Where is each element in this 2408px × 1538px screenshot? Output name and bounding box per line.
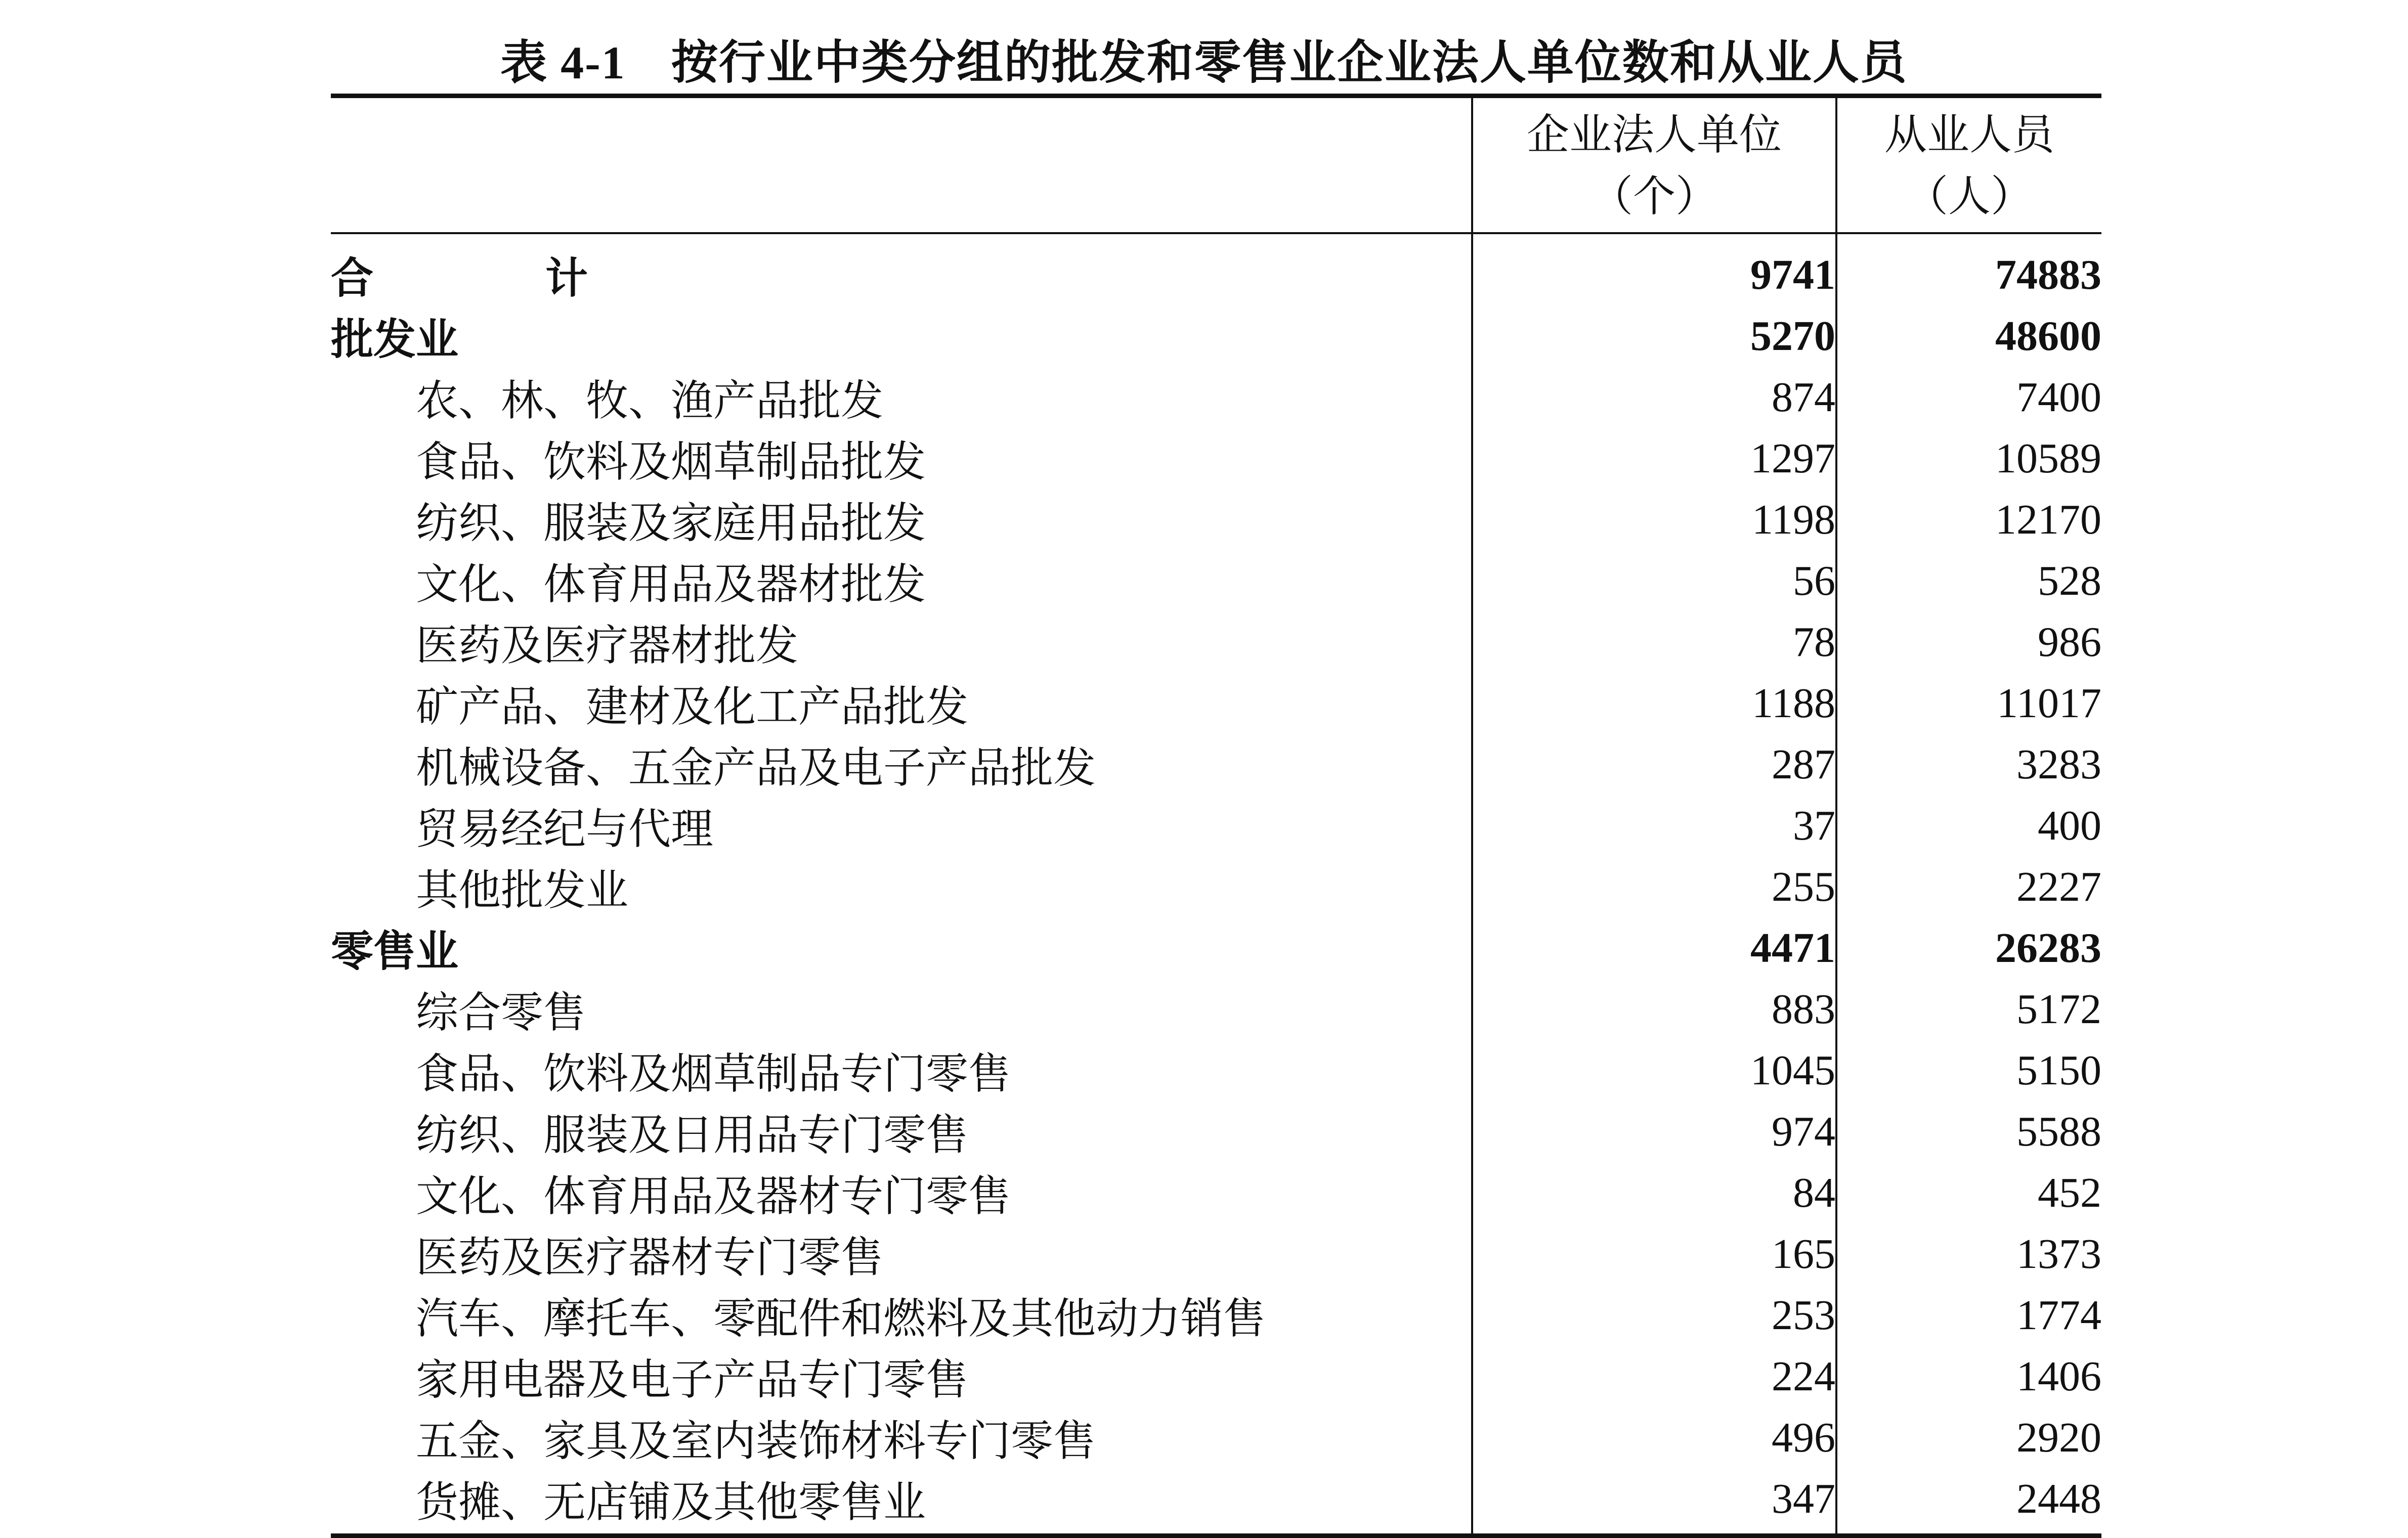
row-units-value: 9741: [1472, 233, 1836, 305]
table-row: [331, 917, 2101, 979]
row-employees-value: 2227: [2016, 863, 2101, 910]
table-row: [331, 795, 2101, 856]
industry-name-text: 文化、体育用品及器材专门零售: [416, 1171, 1011, 1221]
row-employees-value: 986: [2038, 619, 2101, 666]
table-row: [331, 1468, 2101, 1536]
row-employees-value: 12170: [1995, 496, 2101, 543]
row-units-value: 1045: [1472, 1040, 1836, 1101]
row-industry-name: [331, 734, 1472, 795]
row-industry-name: [331, 611, 1472, 673]
industry-name-text: 矿产品、建材及化工产品批发: [416, 682, 969, 731]
row-industry-name: [331, 856, 1472, 917]
row-industry-name: [331, 917, 1472, 979]
table-row: [331, 489, 2101, 550]
industry-name-text: 纺织、服装及日用品专门零售: [416, 1110, 969, 1160]
row-employees-value: 3283: [2016, 741, 2101, 788]
industry-name-text: 零售业: [331, 926, 459, 976]
table-header-row: [331, 96, 2101, 234]
row-employees-value: 1774: [2016, 1292, 2101, 1339]
table-row: [331, 979, 2101, 1040]
industry-name-text: 医药及医疗器材专门零售: [416, 1233, 884, 1282]
row-units-value: 496: [1472, 1407, 1836, 1468]
row-employees-value: 2448: [1836, 1468, 2101, 1536]
row-units-value: 255: [1472, 856, 1836, 917]
industry-name-text: 其他批发业: [416, 865, 629, 915]
table-row: [331, 1285, 2101, 1346]
header-units-label: 企业法人单位: [1526, 109, 1782, 159]
row-units-value: 78: [1472, 611, 1836, 673]
row-industry-name: [331, 428, 1472, 489]
row-units-value: 5270: [1472, 305, 1836, 367]
row-units-value: 874: [1472, 367, 1836, 428]
table-title: [0, 25, 2408, 92]
table-row: [331, 1223, 2101, 1285]
table-row: [331, 1407, 2101, 1468]
table-row: [331, 1040, 2101, 1101]
row-employees-value: 7400: [2016, 374, 2101, 421]
row-units-value: 224: [1472, 1346, 1836, 1407]
industry-name-text: 机械设备、五金产品及电子产品批发: [416, 743, 1096, 793]
table-row: [331, 367, 2101, 428]
table-row: [331, 305, 2101, 367]
row-employees-value: 2920: [2016, 1414, 2101, 1461]
row-units-value: 37: [1472, 795, 1836, 856]
row-industry-name: [331, 1162, 1472, 1223]
row-industry-name: [331, 1285, 1472, 1346]
row-employees-value: 5150: [2016, 1047, 2101, 1094]
row-employees-value: 1406: [2016, 1353, 2101, 1400]
industry-name-text: 汽车、摩托车、零配件和燃料及其他动力销售: [416, 1294, 1266, 1343]
industry-name-text: 贸易经纪与代理: [416, 804, 714, 854]
row-industry-name: [331, 673, 1472, 734]
row-employees-value: 5588: [2016, 1108, 2101, 1155]
row-employees-value: 5172: [2016, 986, 2101, 1033]
row-industry-name: [331, 550, 1472, 611]
industry-name-text: 家用电器及电子产品专门零售: [416, 1355, 969, 1404]
row-industry-name: [331, 305, 1472, 367]
table-row: [331, 1162, 2101, 1223]
row-employees-value: 48600: [1995, 313, 2101, 360]
row-units-value: 1297: [1472, 428, 1836, 489]
row-employees-value: 1373: [2016, 1231, 2101, 1278]
industry-name-text: 食品、饮料及烟草制品专门零售: [416, 1049, 1011, 1098]
header-employees: [1836, 96, 2101, 234]
industry-name-text: 合 计: [331, 253, 653, 303]
row-employees-value: 528: [2038, 557, 2101, 604]
row-employees-value: 26283: [1995, 925, 2101, 972]
industry-name-text: 医药及医疗器材批发: [416, 621, 799, 670]
table-row: [331, 734, 2101, 795]
table-row: [331, 1346, 2101, 1407]
industry-name-text: 批发业: [331, 314, 459, 364]
table-row: [331, 1101, 2101, 1162]
table-row: [331, 233, 2101, 305]
row-units-value: 165: [1472, 1223, 1836, 1285]
row-units-value: 1198: [1472, 489, 1836, 550]
industry-name-text: 农、林、牧、渔产品批发: [416, 376, 884, 425]
table-row: [331, 673, 2101, 734]
industry-name-text: 货摊、无店铺及其他零售业: [416, 1477, 926, 1527]
row-employees-value: 74883: [1995, 251, 2101, 298]
row-units-value: 56: [1472, 550, 1836, 611]
header-employees-unit: （人）: [1905, 171, 2033, 221]
table-number: 表 4-1: [500, 37, 626, 89]
statistics-table: [331, 94, 2101, 1538]
row-units-value: 347: [1472, 1468, 1836, 1536]
row-units-value: 883: [1472, 979, 1836, 1040]
industry-name-text: 综合零售: [416, 988, 586, 1037]
row-units-value: 287: [1472, 734, 1836, 795]
header-units-unit: （个）: [1590, 171, 1718, 221]
row-industry-name: [331, 1407, 1472, 1468]
table-body: [331, 233, 2101, 1536]
header-industry-cell: [331, 96, 1472, 234]
industry-name-text: 食品、饮料及烟草制品批发: [416, 437, 926, 487]
row-employees-value: 452: [2038, 1169, 2101, 1216]
row-industry-name: [331, 1223, 1472, 1285]
row-employees-value: 10589: [1995, 435, 2101, 482]
row-industry-name: [331, 489, 1472, 550]
row-industry-name: [331, 979, 1472, 1040]
row-units-value: 4471: [1472, 917, 1836, 979]
header-employees-label: 从业人员: [1884, 109, 2054, 159]
row-employees-value: 400: [2038, 802, 2101, 849]
row-industry-name: [331, 1040, 1472, 1101]
industry-name-text: 文化、体育用品及器材批发: [416, 559, 926, 609]
row-industry-name: [331, 367, 1472, 428]
table-row: [331, 428, 2101, 489]
row-units-value: 84: [1472, 1162, 1836, 1223]
row-industry-name: [331, 795, 1472, 856]
row-industry-name: [331, 1346, 1472, 1407]
table-row: [331, 611, 2101, 673]
industry-name-text: 五金、家具及室内装饰材料专门零售: [416, 1416, 1096, 1466]
row-industry-name: [331, 1101, 1472, 1162]
row-units-value: 974: [1472, 1101, 1836, 1162]
row-industry-name: [331, 233, 1472, 305]
row-employees-value: 11017: [1997, 680, 2101, 727]
row-units-value: 253: [1472, 1285, 1836, 1346]
header-units: [1472, 96, 1836, 234]
table-title-text: 按行业中类分组的批发和零售业企业法人单位数和从业人员: [671, 35, 1908, 90]
table-row: [331, 550, 2101, 611]
row-industry-name: [331, 1468, 1472, 1536]
row-units-value: 1188: [1472, 673, 1836, 734]
table-row: [331, 856, 2101, 917]
industry-name-text: 纺织、服装及家庭用品批发: [416, 498, 926, 548]
